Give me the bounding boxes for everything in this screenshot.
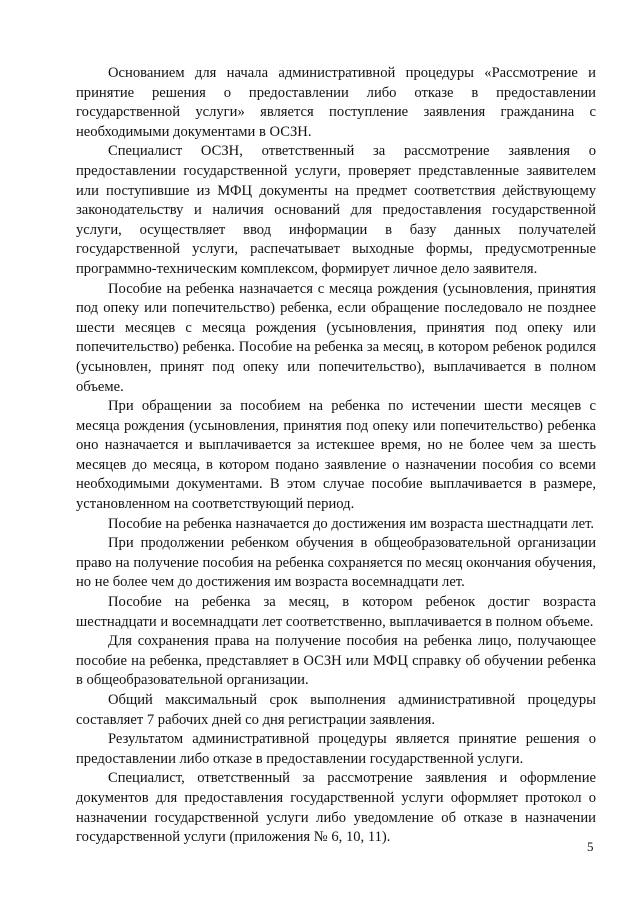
paragraph-11: Специалист, ответственный за рассмотрение заявления и оформление документов для предоставления государственной услуги оформляет протокол о назначении государственной услуги либо уведомление об отказе в назначении государственной услуги (приложения № 6, 10, 11). (76, 770, 596, 846)
paragraph-2: Специалист ОСЗН, ответственный за рассмотрение заявления о предоставлении государственной услуги, проверяет представленные заявителем или поступившие из МФЦ документы на предмет соответствия действующему законодательству и наличия оснований для предоставления государственной услуги, осуществляет ввод информации в базу данных получателей государственной услуги, распечатывает выходные формы, предусмотренные программно-техническим комплексом, формирует личное дело заявителя. (76, 143, 596, 277)
paragraph-3: Пособие на ребенка назначается с месяца рождения (усыновления, принятия под опеку или попечительство) ребенка, если обращение последовало не позднее шести месяцев с месяца рождения (усыновления, принятия под опеку или попечительство) ребенка. Пособие на ребенка за месяц, в котором ребенок родился (усыновлен, принят под опеку или попечительство), выплачивается в полном объеме. (76, 280, 596, 395)
document-body (76, 64, 596, 848)
paragraph-5: Пособие на ребенка назначается до достижения им возраста шестнадцати лет. (108, 515, 595, 532)
paragraph-6: При продолжении ребенком обучения в общеобразовательной организации право на получение пособия на ребенка сохраняется по месяц окончания обучения, но не более чем до достижения им возраста восемнадцати лет. (76, 535, 596, 591)
paragraph-1: Основанием для начала административной процедуры «Рассмотрение и принятие решения о предоставлении либо отказе в предоставлении государственной услуги» является поступление заявления гражданина с необходимыми документами в ОСЗН. (76, 65, 596, 140)
paragraph-9: Общий максимальный срок выполнения административной процедуры составляет 7 рабочих дней со дня регистрации заявления. (76, 692, 596, 728)
paragraph-10: Результатом административной процедуры является принятие решения о предоставлении либо отказе в предоставлении государственной услуги. (76, 731, 596, 767)
paragraph-7: Пособие на ребенка за месяц, в котором ребенок достиг возраста шестнадцати и восемнадцати лет соответственно, выплачивается в полном объеме. (76, 594, 596, 630)
page-number: 5 (587, 839, 594, 854)
paragraph-4: При обращении за пособием на ребенка по истечении шести месяцев с месяца рождения (усыновления, принятия под опеку или попечительство) ребенка оно назначается и выплачивается за истекшее время, но не более чем за шесть месяцев до месяца, в котором подано заявление о назначении пособия со всеми необходимыми документами. В этом случае пособие выплачивается в размере, установленном на соответствующий период. (76, 398, 596, 513)
paragraph-8: Для сохранения права на получение пособия на ребенка лицо, получающее пособие на ребенка, представляет в ОСЗН или МФЦ справку об обучении ребенка в общеобразовательной организации. (76, 633, 596, 689)
